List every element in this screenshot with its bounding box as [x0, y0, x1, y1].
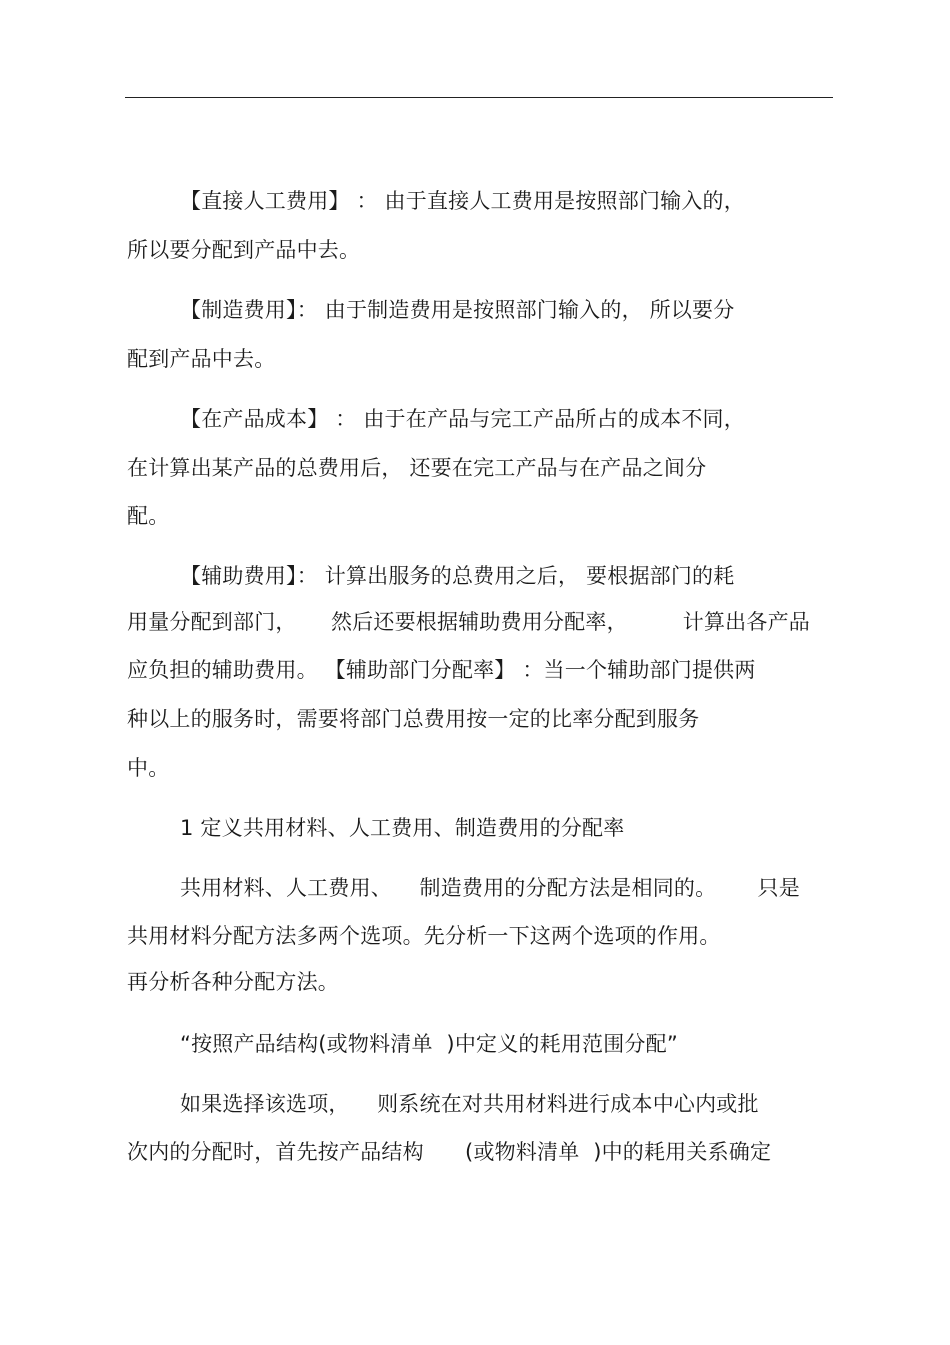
paragraph-auxiliary-line-2: 用量分配到部门， 然后还要根据辅助费用分配率， 计算出各产品: [127, 610, 810, 634]
paragraph-shared-line-2: 共用材料分配方法多两个选项。先分析一下这两个选项的作用。: [127, 924, 721, 948]
paragraph-auxiliary-line-1: 【辅助费用】： 计算出服务的总费用之后， 要根据部门的耗: [180, 564, 735, 588]
paragraph-wip-line-1: 【在产品成本】 ： 由于在产品与完工产品所占的成本不同，: [180, 407, 745, 431]
section-heading: 1 定义共用材料、人工费用、制造费用的分配率: [180, 816, 625, 840]
paragraph-option-line-1: 如果选择该选项， 则系统在对共用材料进行成本中心内或批: [180, 1092, 759, 1116]
paragraph-auxiliary-line-4: 种以上的服务时，需要将部门总费用按一定的比率分配到服务: [127, 707, 700, 731]
paragraph-manufacturing-line-2: 配到产品中去。: [127, 347, 276, 371]
paragraph-manufacturing-line-1: 【制造费用】： 由于制造费用是按照部门输入的， 所以要分: [180, 298, 735, 322]
header-rule: [125, 97, 833, 98]
paragraph-wip-line-3: 配。: [127, 504, 170, 528]
paragraph-direct-labor-line-2: 所以要分配到产品中去。: [127, 238, 361, 262]
option-quote: “按照产品结构(或物料清单 )中定义的耗用范围分配”: [180, 1032, 678, 1056]
paragraph-wip-line-2: 在计算出某产品的总费用后， 还要在完工产品与在产品之间分: [127, 456, 707, 480]
paragraph-auxiliary-line-3: 应负担的辅助费用。 【辅助部门分配率】 ：当一个辅助部门提供两: [127, 658, 756, 682]
paragraph-shared-line-1: 共用材料、人工费用、 制造费用的分配方法是相同的。 只是: [180, 876, 800, 900]
paragraph-option-line-2: 次内的分配时，首先按产品结构 (或物料清单 )中的耗用关系确定: [127, 1140, 772, 1164]
paragraph-direct-labor-line-1: 【直接人工费用】 ： 由于直接人工费用是按照部门输入的，: [180, 189, 745, 213]
paragraph-auxiliary-line-5: 中。: [127, 756, 170, 780]
paragraph-shared-line-3: 再分析各种分配方法。: [127, 970, 339, 994]
